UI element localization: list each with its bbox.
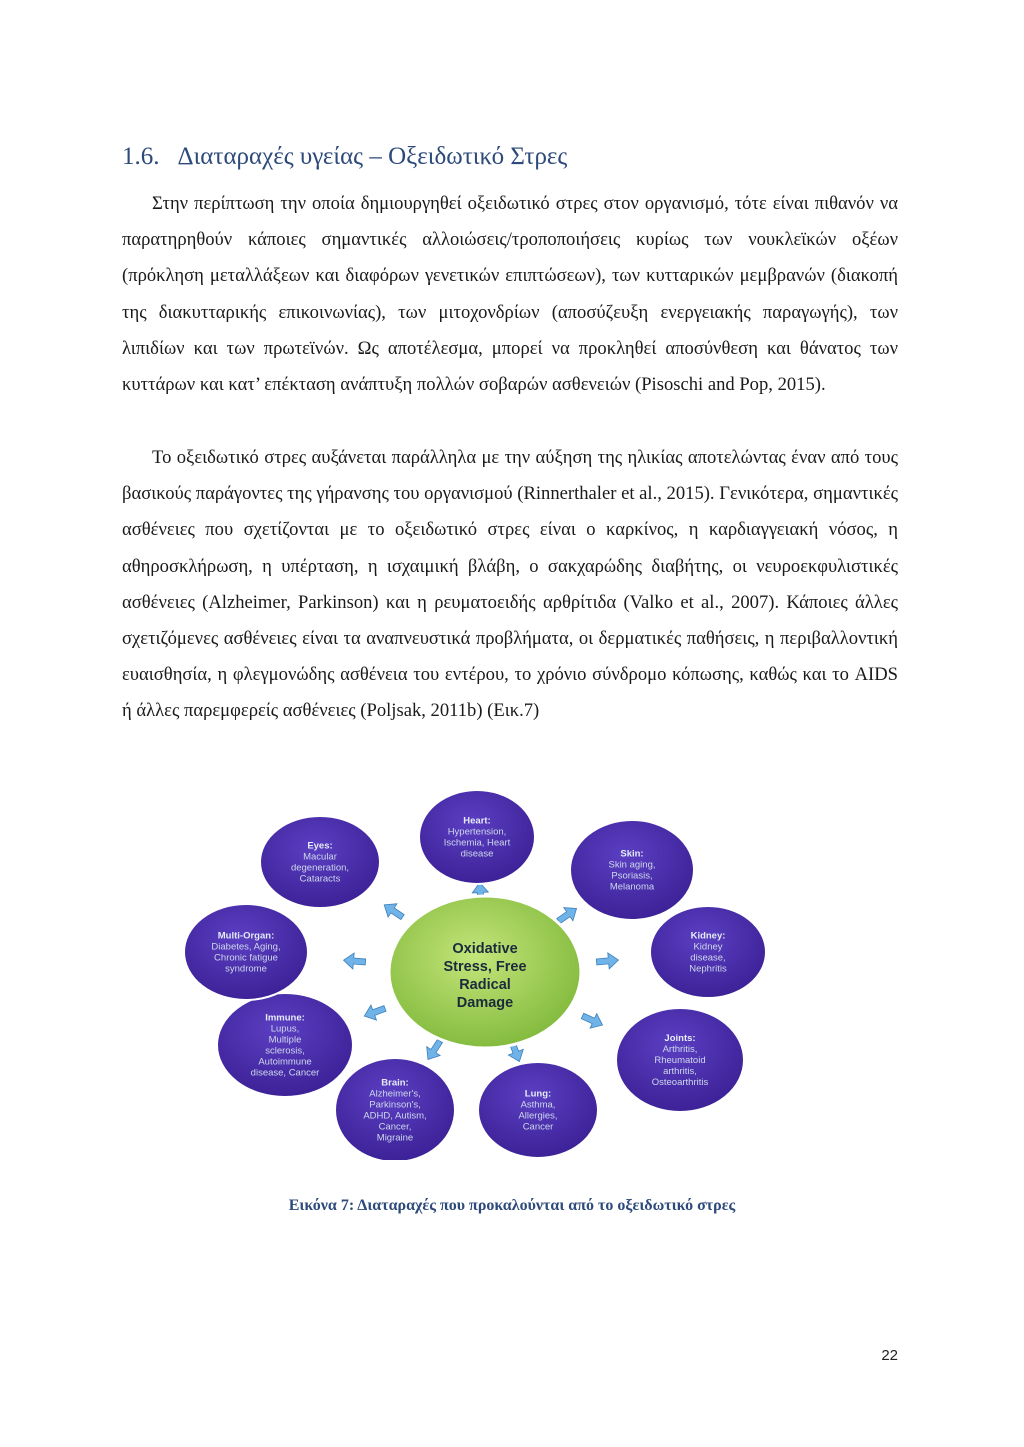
node-joints xyxy=(616,1008,744,1112)
node-eyes xyxy=(260,816,380,908)
node-line: Macular xyxy=(303,851,337,863)
node-title: Immune: xyxy=(265,1012,305,1024)
center-line-3: Radical xyxy=(459,977,511,993)
node-multi-organ xyxy=(184,904,308,1000)
paragraph-1: Στην περίπτωση την οποία δημιουργηθεί οξειδωτικό στρες στον οργανισμό, τότε είναι πιθανόν να παρατηρηθούν κάποιες σημαντικές αλλοιώσεις/τροποποιήσεις κυρίως των νουκλεϊκών οξέων (πρόκληση μεταλλάξεων και διαφόρων γενετικών επιπτώσεων), των κυτταρικών μεμβρανών (διακοπή της διακυτταρικής επικοινωνίας), των μιτοχονδρίων (αποσύζευξη ενεργειακής παραγωγής), των λιπιδίων και των πρωτεϊνών. Ως αποτέλεσμα, μπορεί να προκληθεί αποσύνθεση και θάνατος των κυττάρων και κατ’ επέκταση ανάπτυξη πολλών σοβαρών ασθενειών (Pisoschi and Pop, 2015). xyxy=(122,193,898,396)
node-line: Rheumatoid xyxy=(654,1055,706,1066)
figure-caption: Εικόνα 7: Διαταραχές που προκαλούνται από το οξειδωτικό στρες xyxy=(288,1197,736,1214)
node-line: disease xyxy=(460,848,494,860)
node-title: Heart: xyxy=(463,815,491,827)
node-title: Lung: xyxy=(524,1088,552,1100)
node-title: Eyes: xyxy=(307,840,333,852)
node-line: Psoriasis, xyxy=(611,870,653,882)
node-line: Diabetes, Aging, xyxy=(211,941,281,953)
node-line: Alzheimer's, xyxy=(369,1088,421,1100)
paragraph-2: Το οξειδωτικό στρες αυξάνεται παράλληλα με την αύξηση της ηλικίας αποτελώντας έναν από τους βασικούς παράγοντες της γήρανσης του οργανισμού (Rinnerthaler et al., 2015). Γενικότερα, σημαντικές ασθένειες που σχετίζονται με το οξειδωτικό στρες είναι ο καρκίνος, η καρδιαγγειακή νόσος, η αθηροσκλήρωση, η υπέρταση, η ισχαιμική βλάβη, ο σακχαρώδης διαβήτης, οι νευροεκφυλιστικές ασθένειες (Alzheimer, Parkinson) και η ρευματοειδής αρθρίτιδα (Valko et al., 2007). Κάποιες άλλες σχετιζόμενες ασθένειες είναι τα αναπνευστικά προβλήματα, οι δερματικές παθήσεις, η περιβαλλοντική ευαισθησία, η φλεγμονώδης ασθένεια του εντέρου, το χρόνιο σύνδρομο κόπωσης, καθώς και το AIDS ή άλλες παρεμφερείς ασθένειες (Poljsak, 2011b) (Εικ.7) xyxy=(122,447,898,722)
arrow-joints xyxy=(579,1009,606,1033)
node-line: disease, xyxy=(690,952,726,964)
node-line: Nephritis xyxy=(689,963,727,975)
arrow-multi-organ xyxy=(343,952,366,970)
node-line: Arthritis, xyxy=(662,1044,698,1055)
node-lung xyxy=(478,1062,598,1158)
node-line: syndrome xyxy=(225,963,267,975)
diagram-canvas xyxy=(180,780,790,1160)
node-title: Kidney: xyxy=(690,930,726,942)
node-line: Asthma, xyxy=(520,1099,556,1111)
center-line-1: Oxidative xyxy=(452,941,518,957)
node-title: Skin: xyxy=(620,848,644,860)
node-skin xyxy=(570,820,694,920)
node-line: degeneration, xyxy=(290,862,350,874)
section-heading xyxy=(122,143,902,171)
node-line: Allergies, xyxy=(518,1110,558,1122)
section-number: 1.6. xyxy=(122,143,160,170)
node-line: Osteoarthritis xyxy=(651,1077,709,1088)
page-number: 22 xyxy=(881,1347,898,1364)
node-title: Brain: xyxy=(381,1077,409,1089)
arrow-immune xyxy=(362,1001,388,1024)
node-line: Kidney xyxy=(693,941,723,953)
node-line: Hypertension, xyxy=(447,826,507,838)
node-line: arthritis, xyxy=(663,1066,697,1077)
oxidative-stress-diagram xyxy=(180,780,790,1160)
node-line: sclerosis, xyxy=(265,1045,305,1057)
node-line: Parkinson's, xyxy=(369,1099,421,1111)
node-line: Autoimmune xyxy=(258,1056,312,1068)
node-brain xyxy=(335,1058,455,1160)
node-line: Lupus, xyxy=(270,1023,300,1035)
node-line: Skin aging, xyxy=(608,859,656,871)
center-line-2: Stress, Free xyxy=(443,959,527,975)
arrow-eyes xyxy=(380,898,407,924)
node-line: Ischemia, Heart xyxy=(443,837,511,849)
node-line: Cancer, xyxy=(378,1121,412,1133)
node-line: Cataracts xyxy=(299,873,341,885)
center-line-4: Damage xyxy=(456,995,514,1011)
center-node xyxy=(389,896,581,1048)
node-line: Multiple xyxy=(268,1034,302,1046)
node-title: Joints: xyxy=(664,1033,696,1044)
node-line: ADHD, Autism, xyxy=(363,1110,427,1122)
section-title: Διαταραχές υγείας – Οξειδωτικό Στρες xyxy=(177,143,568,170)
node-immune xyxy=(217,993,353,1097)
node-line: Migraine xyxy=(376,1132,414,1144)
node-line: Cancer xyxy=(522,1121,554,1133)
node-heart xyxy=(419,790,535,884)
node-line: Chronic fatigue xyxy=(214,952,278,964)
node-kidney xyxy=(650,906,766,998)
node-line: Melanoma xyxy=(609,881,655,893)
arrow-kidney xyxy=(596,952,619,970)
node-line: disease, Cancer xyxy=(250,1067,320,1079)
node-title: Multi-Organ: xyxy=(217,930,275,942)
